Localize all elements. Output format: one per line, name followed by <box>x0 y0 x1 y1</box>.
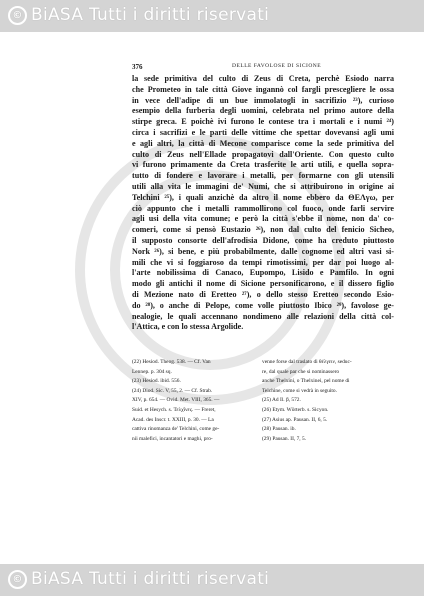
body-line: e agli altri, la città di Mecone comparisce come la sede primitiva del <box>132 138 394 148</box>
body-line: Telchini ²⁵), i quali anzichè da altro il nome ebbero da ΘΕΛγω, per <box>132 192 394 202</box>
footnote-line: nii malefici, incantatori e maghi, pro- <box>132 435 213 442</box>
footnote-line: cattiva rinomanza de' Telchini, come ge- <box>132 426 220 433</box>
footnotes-right-column <box>262 358 390 444</box>
watermark-banner-bottom <box>0 564 424 596</box>
body-line: in vece dell'adipe di un bue immolatogli in sacrifizio ²³), curioso <box>132 95 394 105</box>
body-line: nealogie, le quali accennano nondimeno alle relazioni della città col- <box>132 311 394 321</box>
body-line: agli usi della vita comune; e però la città s'ebbe il nome, non da' co- <box>132 214 394 224</box>
footnote-line: (24) Diod. Sic. V, 55, 2. — Cf. Strab. <box>132 387 213 394</box>
body-line: stirpe greca. E poichè ivi furono le contese tra i mortali e i numi ²⁴) <box>132 117 394 127</box>
copyright-icon: © <box>8 6 27 25</box>
footnote-line: Telchine, come si vedrà in seguito. <box>262 387 337 394</box>
banner-label-top: BiASA Tutti i diritti riservati <box>31 5 270 25</box>
body-line: comeri, come si pensò Eustazio ²⁶), non dal culto del fenicio Sicheo, <box>132 225 394 235</box>
footnote-line: XIV, p. 654. — Ovid. Met. VIII, 365. — <box>132 397 220 404</box>
body-line: ciò appunto che i metalli rammollirono col fuoco, onde farli servire <box>132 203 394 213</box>
body-line: il supposto consorte dell'afrodisia Didone, come ha creduto piuttosto <box>132 235 394 245</box>
body-line: l'Attica, e con lo stessa Argolide. <box>132 322 244 332</box>
footnote-line: (26) Etym. Wörterb. s. Sicyon. <box>262 406 329 413</box>
body-line: vi furono primamente da Creta trasferite le arti utili, e quella sopra- <box>132 160 394 170</box>
footnote-line: (25) Ad Il. β, 572. <box>262 397 301 404</box>
body-line: che Prometeo in tale città Giove ingannò col fargli prescegliere le ossa <box>132 84 394 94</box>
footnote-line: (29) Pausan. II, 7, 5. <box>262 435 307 442</box>
footnote-line: (28) Pausan. ib. <box>262 426 296 433</box>
body-line: utili alla vita le immagini de' Numi, che si attribuirono in origine ai <box>132 181 394 191</box>
running-head <box>132 62 390 74</box>
body-line: tutto di fondere e lavorare i metalli, per formarne con gli utensili <box>132 171 394 181</box>
body-line: modo gli antichi il nome di Sicione personificarono, e il dissero figlio <box>132 279 394 289</box>
body-line: la sede primitiva del culto di Zeus di Creta, perchè Esiodo narra <box>132 74 394 83</box>
body-line: l'arte nobilissima di Canaco, Eupompo, Lisido e Pamfilo. In ogni <box>132 268 394 278</box>
body-line: esempio della furberia degli uomini, celebrata nel primo autore della <box>132 106 394 116</box>
banner-text-top <box>8 5 269 25</box>
copyright-icon: © <box>8 570 27 589</box>
banner-label-bottom: BiASA Tutti i diritti riservati <box>31 569 270 589</box>
footnote-line: (23) Hesiod. ibid. 556. <box>132 378 181 385</box>
body-line: mili che vi si foggiaroso da tempi rimotissimi, per dar poi luogo al- <box>132 257 394 267</box>
footnote-line: Suid. et Hesych. s. Τελχῖνες. — Freret, <box>132 406 216 413</box>
footnote-line: (22) Hesiod. Theog. 538. — Cf. Van <box>132 359 211 365</box>
footnote-line: Lennep. p. 304 sq. <box>132 368 172 375</box>
banner-text-bottom <box>8 569 269 589</box>
body-line: di Mezione nato di Eretteo ²⁷), o dello stesso Eretteo secondo Esio- <box>132 289 394 299</box>
body-line: Nork ²⁶), si bene, e più probabilmente, dalle cognome ed altri vasi si- <box>132 246 394 256</box>
page-number: 376 <box>132 63 143 71</box>
footnotes-left-column <box>132 358 260 444</box>
footnote-line: Acad. des Inscr. t. XXIII, p. 30. — La <box>132 416 214 423</box>
body-line: do ²⁸), o anche di Pelope, come volle piuttosto Ibico ²⁹), favolose ge- <box>132 300 394 310</box>
footnote-line: (27) Asius ap. Pausan. II, 6, 5. <box>262 416 328 423</box>
footnote-line: anche Thelxini, o Thelxinei, pel nome di <box>262 378 350 385</box>
footnote-line: re, dal quale par che si nominassero <box>262 368 340 375</box>
footnote-line: venne forse dal traslato di θέλγειν, seduc- <box>262 359 352 365</box>
running-head-title: DELLE FAVOLOSE DI SICIONE <box>232 63 322 69</box>
body-text <box>132 74 394 333</box>
body-line: circa i sacrifizi e le parti delle vittime che spettar dovevansi agli umi <box>132 127 394 137</box>
book-page <box>132 62 394 442</box>
watermark-banner-top <box>0 0 424 32</box>
body-line: culto di Zeus nell'Ellade propagatovi dall'Oriente. Con questo culto <box>132 149 394 159</box>
